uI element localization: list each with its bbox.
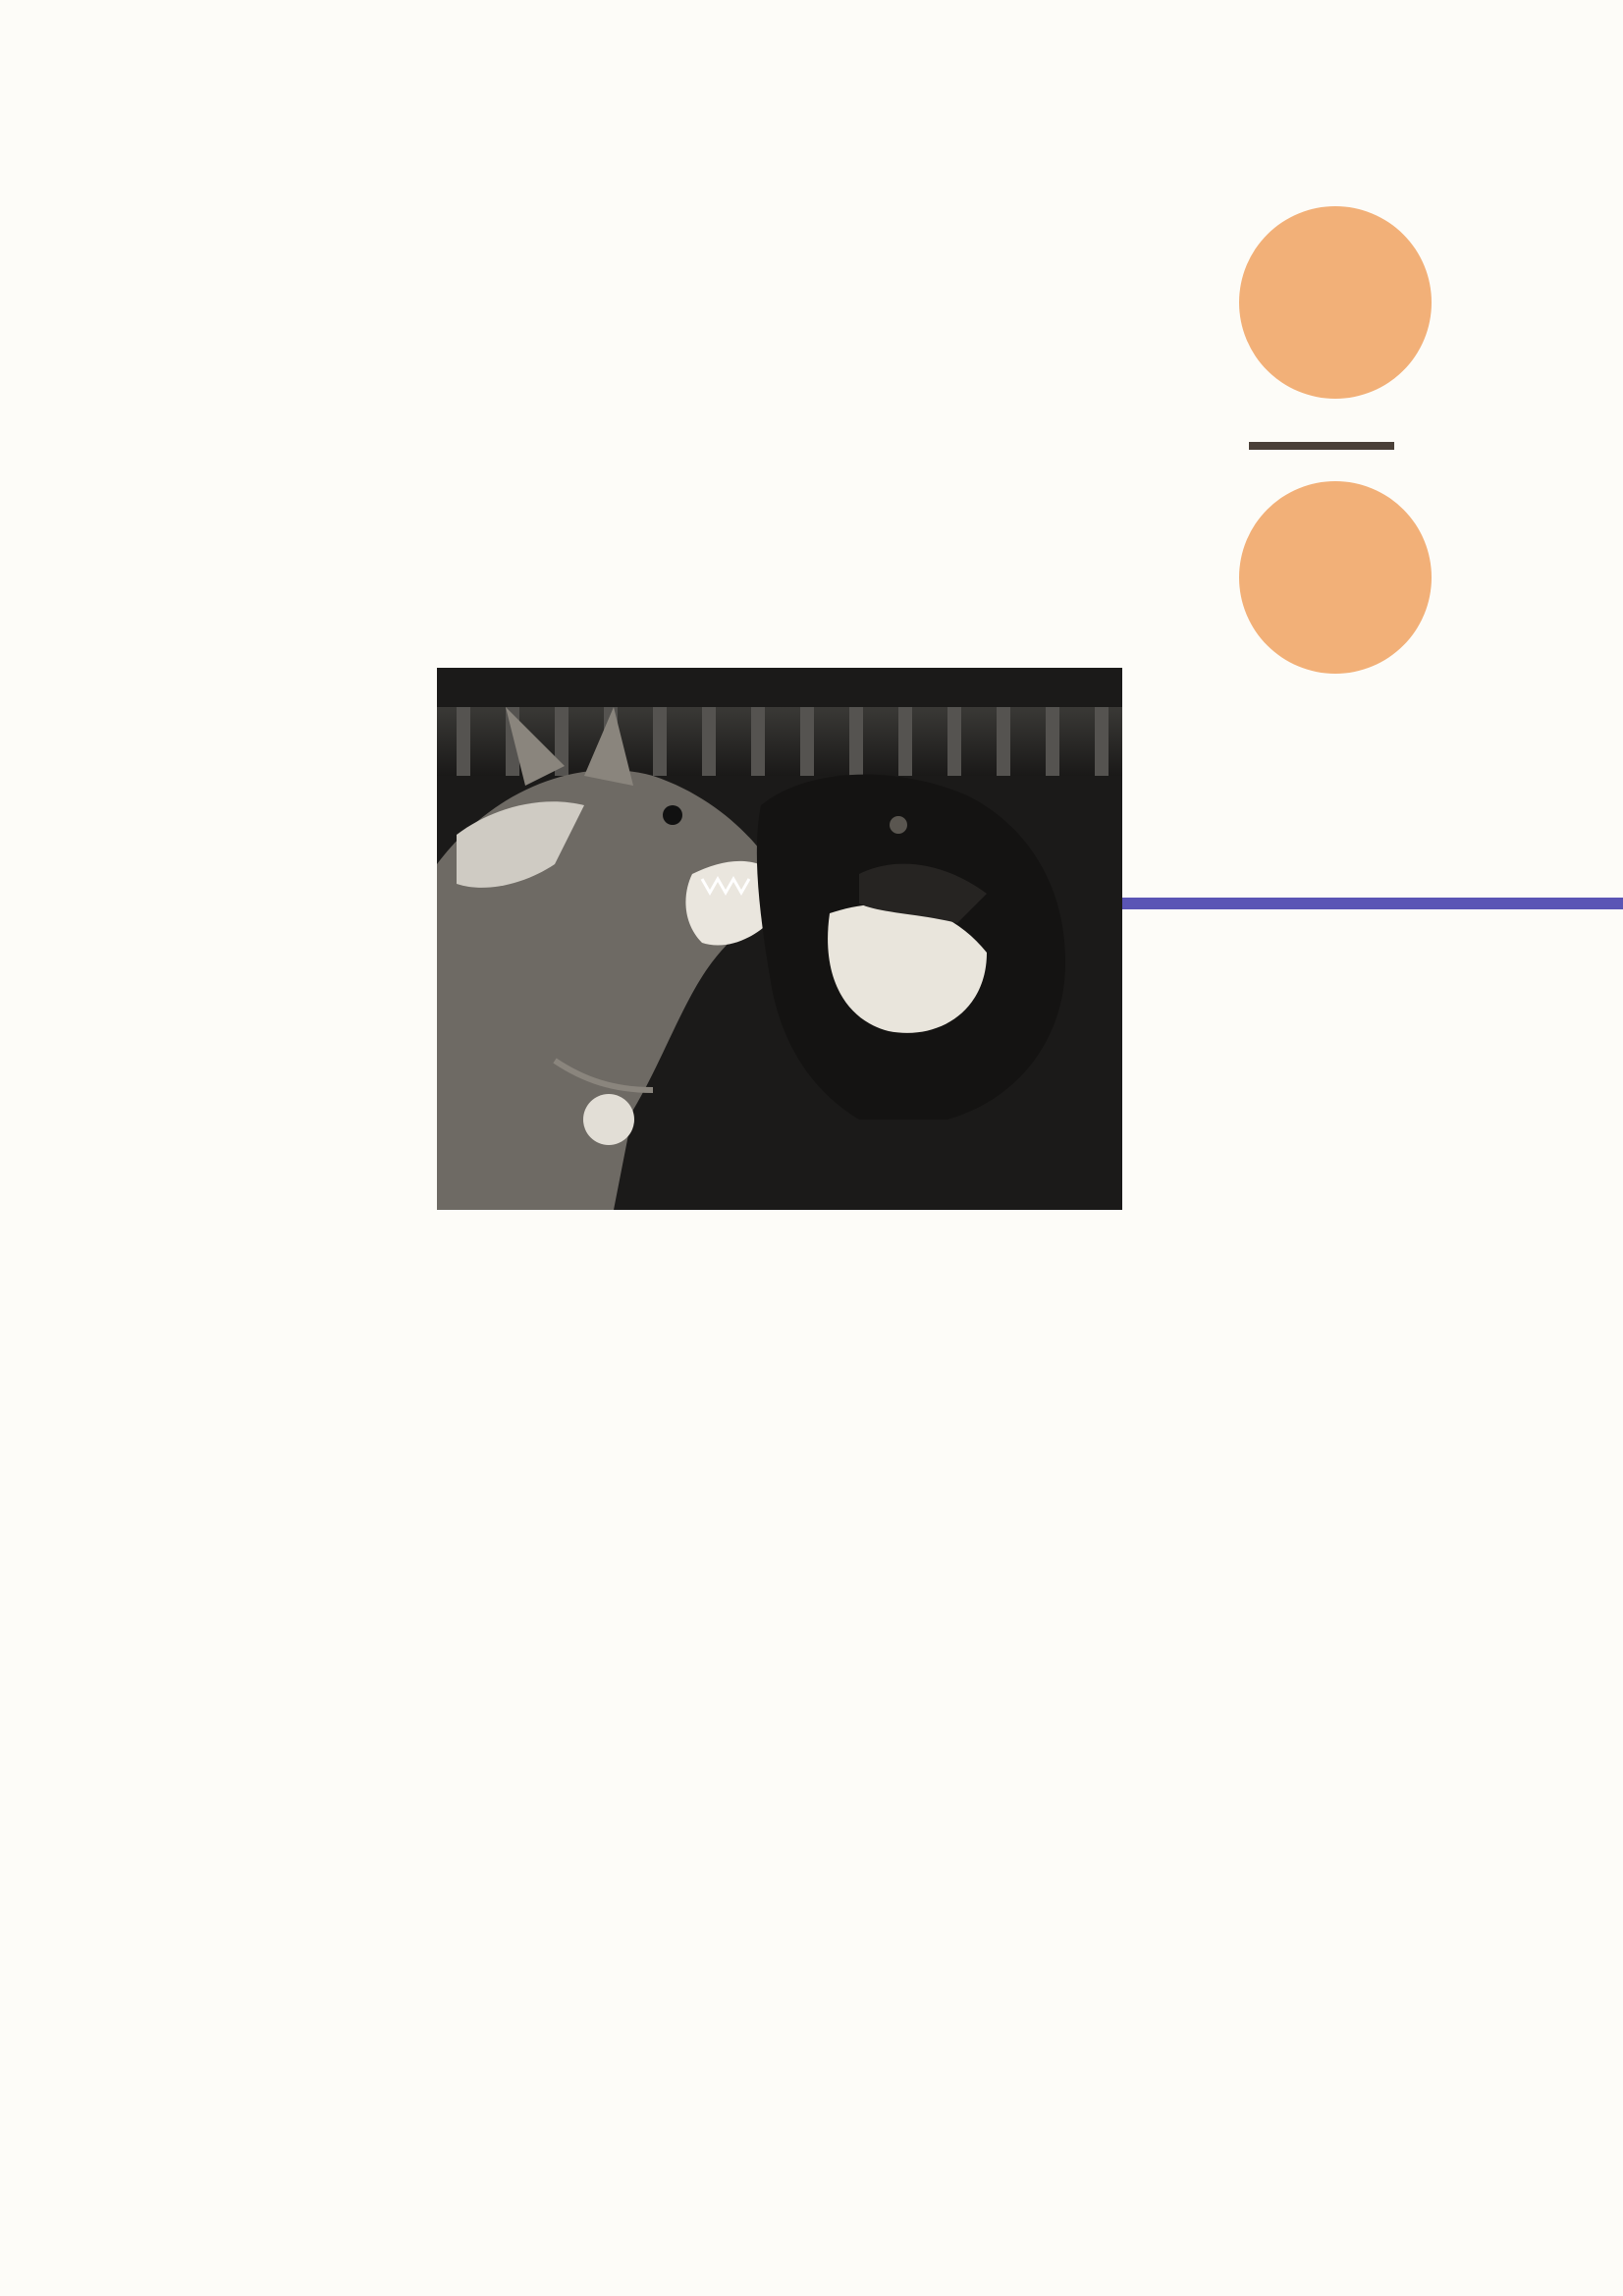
dogs-photo-illustration bbox=[437, 668, 1122, 1210]
logo-top-circle bbox=[1239, 206, 1432, 399]
dogs-photo bbox=[437, 668, 1122, 1210]
logo-bottom-circle bbox=[1239, 481, 1432, 674]
scan-artifact-bar bbox=[1051, 898, 1623, 909]
logo-bar bbox=[1249, 442, 1394, 450]
column-far bbox=[81, 218, 395, 226]
section-banner bbox=[1168, 717, 1463, 750]
article-train-body bbox=[1041, 1326, 1463, 1371]
